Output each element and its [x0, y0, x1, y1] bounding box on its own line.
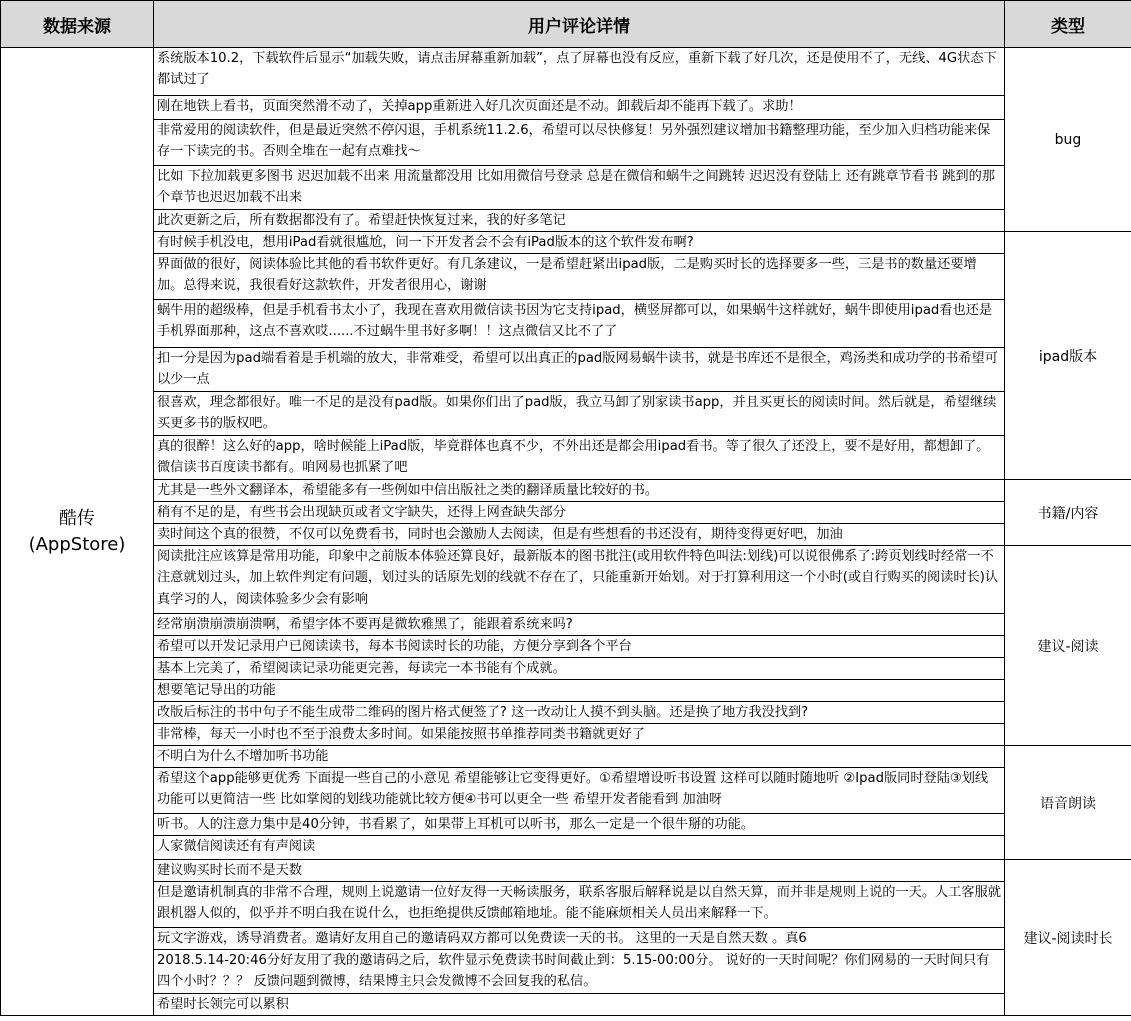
table-row	[1, 392, 1131, 436]
comment-cell: 此次更新之后，所有数据都没有了。希望赶快恢复过来，我的好多笔记	[154, 210, 1005, 232]
comment-cell: 界面做的很好，阅读体验比其他的看书软件更好。有几条建议，一是希望赶紧出ipad版，二是购买时长的选择要多一些，三是书的数量还要增加。总得来说，我很看好这款软件，开发者很用心，谢谢	[154, 254, 1005, 300]
comment-cell: 真的很醉！这么好的app，啥时候能上iPad版，毕竟群体也真不少，不外出还是都会用ipad看书。等了很久了还没上，要不是好用，都想卸了。微信读书百度读书都有。咱网易也抓紧了吧	[154, 436, 1005, 480]
table-row	[1, 814, 1131, 836]
table-row	[1, 950, 1131, 994]
table-row	[1, 502, 1131, 524]
header-row	[1, 1, 1131, 48]
category-cell: 书籍/内容	[1005, 480, 1131, 546]
category-cell: ipad版本	[1005, 232, 1131, 480]
comment-cell: 希望这个app能够更优秀 下面提一些自己的小意见 希望能够让它变得更好。①希望增设听书设置 这样可以随时随地听 ②Ipad版同时登陆③划线功能可以更简洁一些 比如掌阅的划线功能就比较方便④书可以更全一些 希望开发者能看到 加油呀	[154, 768, 1005, 814]
table-row	[1, 860, 1131, 882]
table-row	[1, 836, 1131, 860]
table-row	[1, 254, 1131, 300]
source-cell	[1, 48, 154, 1016]
comment-cell: 蜗牛用的超级棒，但是手机看书太小了，我现在喜欢用微信读书因为它支持ipad，横竖屏都可以，如果蜗牛这样就好，蜗牛即使用ipad看也还是手机界面那种，这点不喜欢哎......不过蜗牛里书好多啊！！这点微信又比不了了	[154, 300, 1005, 348]
source-name: 酷传	[59, 507, 95, 529]
table-row	[1, 636, 1131, 658]
comment-cell: 经常崩溃崩溃崩溃啊，希望字体不要再是微软雅黑了，能跟着系统来吗?	[154, 614, 1005, 636]
table-row	[1, 882, 1131, 928]
comment-cell: 希望时长领完可以累积	[154, 994, 1005, 1016]
comment-cell: 基本上完美了，希望阅读记录功能更完善，每读完一本书能有个成就。	[154, 658, 1005, 680]
comment-cell: 建议购买时长而不是天数	[154, 860, 1005, 882]
comment-cell: 刚在地铁上看书，页面突然滑不动了，关掉app重新进入好几次页面还是不动。卸载后却不能再下载了。求助！	[154, 96, 1005, 120]
table-row	[1, 994, 1131, 1016]
comment-cell: 非常棒，每天一小时也不至于浪费太多时间。如果能按照书单推荐同类书籍就更好了	[154, 724, 1005, 746]
comment-cell: 听书。人的注意力集中是40分钟，书看累了，如果带上耳机可以听书，那么一定是一个很牛掰的功能。	[154, 814, 1005, 836]
table-row	[1, 680, 1131, 702]
comment-cell: 稍有不足的是，有些书会出现缺页或者文字缺失，还得上网查缺失部分	[154, 502, 1005, 524]
comment-cell: 卖时间这个真的很赞，不仅可以免费看书，同时也会激励人去阅读，但是有些想看的书还没有，期待变得更好吧，加油	[154, 524, 1005, 546]
category-cell: 建议-阅读时长	[1005, 860, 1131, 1016]
comment-cell: 2018.5.14-20:46分好友用了我的邀请码之后，软件显示免费读书时间截止到：5.15-00:00分。 说好的一天时间呢？你们网易的一天时间只有四个小时？？？ 反馈问题到微博，结果博主只会发微博不会回复我的私信。	[154, 950, 1005, 994]
header-source: 数据来源	[1, 1, 154, 48]
table-row	[1, 928, 1131, 950]
table-row	[1, 614, 1131, 636]
header-type: 类型	[1005, 1, 1131, 48]
table-row	[1, 768, 1131, 814]
comment-cell: 但是邀请机制真的非常不合理，规则上说邀请一位好友得一天畅读服务，联系客服后解释说是以自然天算，而并非是规则上说的一天。人工客服就跟机器人似的，似乎并不明白我在说什么，也拒绝提供反馈邮箱地址。能不能麻烦相关人员出来解释一下。	[154, 882, 1005, 928]
table-row	[1, 546, 1131, 614]
table-row	[1, 120, 1131, 166]
table-row	[1, 746, 1131, 768]
table-row	[1, 210, 1131, 232]
table-row	[1, 702, 1131, 724]
category-cell: 语音朗读	[1005, 746, 1131, 860]
table-row	[1, 724, 1131, 746]
comment-cell: 玩文字游戏，诱导消费者。邀请好友用自己的邀请码双方都可以免费读一天的书。 这里的一天是自然天数 。真6	[154, 928, 1005, 950]
category-cell: 建议-阅读	[1005, 546, 1131, 746]
comment-cell: 人家微信阅读还有有声阅读	[154, 836, 1005, 860]
comment-cell: 有时候手机没电，想用iPad看就很尴尬，问一下开发者会不会有iPad版本的这个软件发布啊?	[154, 232, 1005, 254]
comment-cell: 改版后标注的书中句子不能生成带二维码的图片格式便签了? 这一改动让人摸不到头脑。还是换了地方我没找到?	[154, 702, 1005, 724]
comment-cell: 系统版本10.2，下载软件后显示“加载失败，请点击屏幕重新加载”，点了屏幕也没有反应，重新下载了好几次，还是使用不了，无线、4G状态下都试过了	[154, 48, 1005, 96]
comment-cell: 尤其是一些外文翻译本，希望能多有一些例如中信出版社之类的翻译质量比较好的书。	[154, 480, 1005, 502]
comment-cell: 不明白为什么不增加听书功能	[154, 746, 1005, 768]
table-row	[1, 480, 1131, 502]
table-row	[1, 300, 1131, 348]
comment-cell: 希望可以开发记录用户已阅读读书，每本书阅读时长的功能，方便分享到各个平台	[154, 636, 1005, 658]
comment-cell: 非常爱用的阅读软件，但是最近突然不停闪退，手机系统11.2.6，希望可以尽快修复！另外强烈建议增加书籍整理功能，至少加入归档功能来保存一下读完的书。否则全堆在一起有点难找～	[154, 120, 1005, 166]
table-row	[1, 658, 1131, 680]
table-row	[1, 232, 1131, 254]
table-row	[1, 48, 1131, 96]
comment-cell: 扣一分是因为pad端看着是手机端的放大，非常难受，希望可以出真正的pad版网易蜗牛读书，就是书库还不是很全，鸡汤类和成功学的书希望可以少一点	[154, 348, 1005, 392]
comment-cell: 阅读批注应该算是常用功能，印象中之前版本体验还算良好，最新版本的图书批注(或用软件特色叫法:划线)可以说很佛系了:跨页划线时经常一不注意就划过头，加上软件判定有问题，划过头的话原先划的线就不存在了，只能重新开始划。对于打算利用这一个小时(或自行购买的阅读时长)认真学习的人，阅读体验多少会有影响	[154, 546, 1005, 614]
table-row	[1, 436, 1131, 480]
header-comment: 用户评论详情	[154, 1, 1005, 48]
comment-cell: 很喜欢，理念都很好。唯一不足的是没有pad版。如果你们出了pad版，我立马卸了别家读书app，并且买更长的阅读时间。然后就是，希望继续买更多书的版权吧。	[154, 392, 1005, 436]
table-row	[1, 166, 1131, 210]
table-row	[1, 524, 1131, 546]
table-row	[1, 348, 1131, 392]
comment-cell: 想要笔记导出的功能	[154, 680, 1005, 702]
table-row	[1, 96, 1131, 120]
table-body	[1, 48, 1131, 1016]
comment-cell: 比如 下拉加载更多图书 迟迟加载不出来 用流量都没用 比如用微信号登录 总是在微信和蜗牛之间跳转 迟迟没有登陆上 还有跳章节看书 跳到的那个章节也迟迟加载不出来	[154, 166, 1005, 210]
source-channel: (AppStore)	[28, 533, 126, 555]
category-cell: bug	[1005, 48, 1131, 232]
